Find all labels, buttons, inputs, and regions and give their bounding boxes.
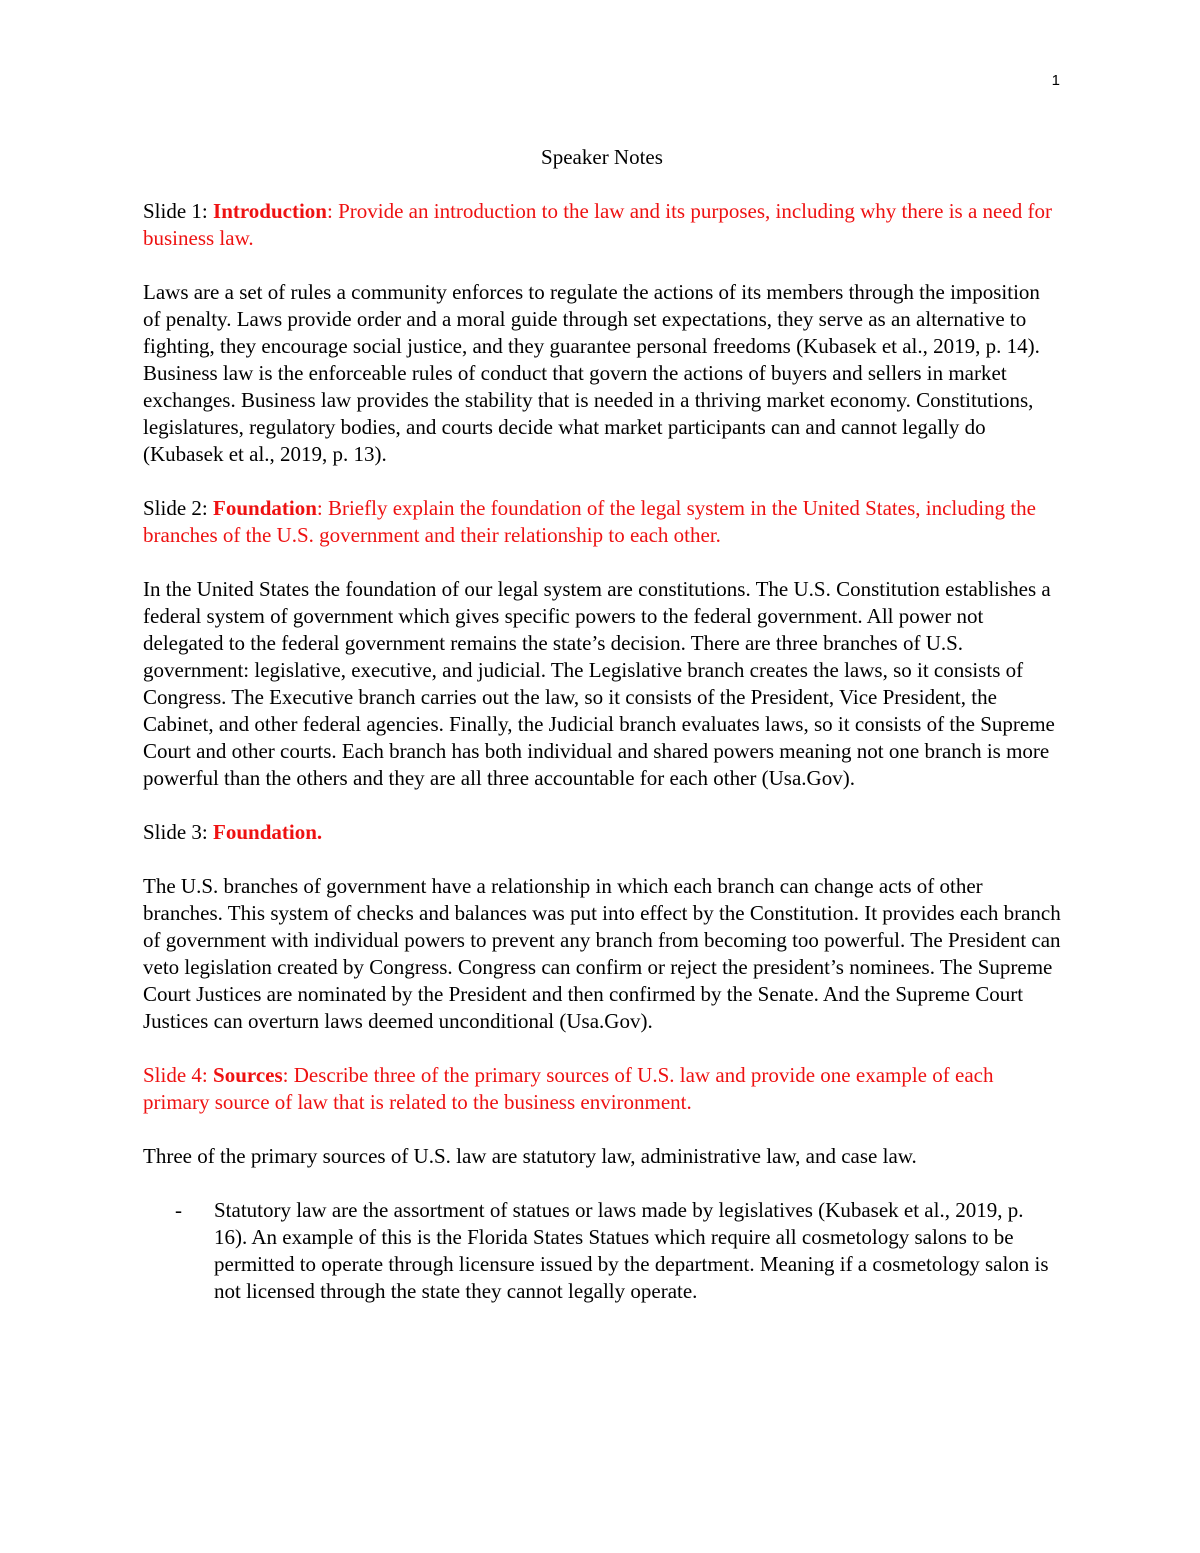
slide-1-body: Laws are a set of rules a community enforces to regulate the actions of its members through the imposition of penalty. Laws provide order and a moral guide through set expectations, they serve as an alternative to fighting, they encourage social justice, and they guarantee personal freedoms (Kubasek et al., 2019, p. 14). Business law is the enforceable rules of conduct that govern the actions of buyers and sellers in market exchanges. Business law provides the stability that is needed in a thriving market economy. Constitutions, legislatures, regulatory bodies, and courts decide what market participants can and cannot legally do (Kubasek et al., 2019, p. 13).	[143, 280, 1040, 466]
document-title: Speaker Notes	[541, 145, 663, 169]
slide-4-prompt-text: : Describe three of the primary sources of U.S. law and provide one example of each primary source of law that is related to the business environment.	[143, 1063, 994, 1114]
slide-2-body: In the United States the foundation of our legal system are constitutions. The U.S. Constitution establishes a federal system of government which gives specific powers to the federal government. All power not delegated to the federal government remains the state’s decision. There are three branches of U.S. government: legislative, executive, and judicial. The Legislative branch creates the laws, so it consists of Congress. The Executive branch carries out the law, so it consists of the President, Vice President, the Cabinet, and other federal agencies. Finally, the Judicial branch evaluates laws, so it consists of the Supreme Court and other courts. Each branch has both individual and shared powers meaning not one branch is more powerful than the others and they are all three accountable for each other (Usa.Gov).	[143, 577, 1055, 790]
slide-1-prompt-text: : Provide an introduction to the law and its purposes, including why there is a need for business law.	[143, 199, 1052, 250]
slide-2-prompt-text: : Briefly explain the foundation of the legal system in the United States, including the branches of the U.S. government and their relationship to each other.	[143, 496, 1036, 547]
slide-1-prompt	[143, 198, 1061, 252]
slide-3-heading: Foundation.	[213, 820, 323, 844]
slide-3-prefix: Slide 3:	[143, 820, 214, 844]
slide-4-prefix: Slide 4:	[143, 1063, 214, 1087]
slide-4-body: Three of the primary sources of U.S. law are statutory law, administrative law, and case law.	[143, 1144, 917, 1168]
list-bullet: -	[175, 1198, 182, 1222]
document-body	[143, 144, 1061, 1305]
slide-2-heading: Foundation	[213, 496, 317, 520]
slide-3-prompt	[143, 819, 1061, 846]
slide-4-heading: Sources	[213, 1063, 283, 1087]
slide-4-source-list	[143, 1197, 1061, 1305]
slide-2-prefix: Slide 2:	[143, 496, 214, 520]
slide-3-body: The U.S. branches of government have a relationship in which each branch can change acts of other branches. This system of checks and balances was put into effect by the Constitution. It provides each branch of government with individual powers to prevent any branch from becoming too powerful. The President can veto legislation created by Congress. Congress can confirm or reject the president’s nominees. The Supreme Court Justices are nominated by the President and then confirmed by the Senate. And the Supreme Court Justices can overturn laws deemed unconditional (Usa.Gov).	[143, 874, 1061, 1033]
list-item-text: Statutory law are the assortment of statues or laws made by legislatives (Kubasek et al., 2019, p. 16). An example of this is the Florida States Statues which require all cosmetology salons to be permitted to operate through licensure issued by the department. Meaning if a cosmetology salon is not licensed through the state they cannot legally operate.	[214, 1198, 1049, 1303]
slide-4-prompt	[143, 1062, 1061, 1116]
slide-2-prompt	[143, 495, 1061, 549]
slide-1-heading: Introduction	[213, 199, 327, 223]
list-item	[143, 1197, 1061, 1305]
page-number: 1	[1051, 72, 1060, 89]
slide-1-prefix: Slide 1:	[143, 199, 214, 223]
